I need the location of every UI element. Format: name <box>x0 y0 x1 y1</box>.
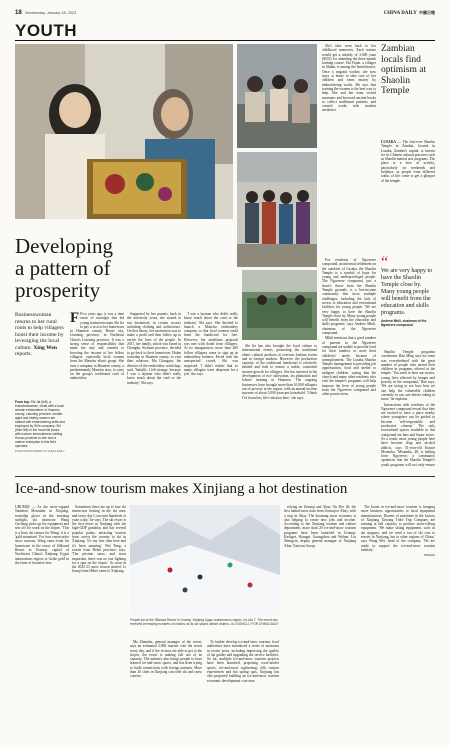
pull-quote-attribution: Andrew Mbili, chairman of the Ngwerere compound <box>381 319 427 327</box>
caption-credit: PHOTOS PROVIDED TO CHINA DAILY <box>15 449 65 453</box>
article-feature-col2 <box>127 312 181 470</box>
zambia-body3: Mbili mentions that a good number of parents in the Ngwerere compound are unable to provide food for their families or meet their children's needs because of unemployment. The Lusaka Shaolin Temple management is providing job opportunities, food and shelter to indigent children, saying that the church and many other residents who visit the temple's programs will help improve the lives of young people from the Ngwerere compound and other poorer areas. <box>322 336 376 397</box>
article-feature-col1 <box>70 312 124 470</box>
feature-col4-text: Shi's idea went back to her childhood memories. Each trainee would get a subsidy of 3,600 yuan ($535) for attending the three-month training course. Shi Yujun, a villager in Shilan, is among the beneficiaries. Once a migrant worker, she now stays at home to take care of her children and earns money by embroidering works. Shi says that training the women is the best way to help. She and her team visited museums and browsed ancient books to collect traditional patterns, and created works with modern aesthetics. <box>322 44 376 113</box>
ice-snow-headline: Ice-and-snow tourism makes Xinjiang a hot destination <box>15 481 348 497</box>
section-title: YOUTH <box>15 21 77 40</box>
ski-caption-text: People ski at the Silkroad Resort in Urumqi, Xinjiang Uygur autonomous region, on Jan 7. The resort has received increasing numbers of visitors as its ski slopes attract visitors. <box>130 618 278 626</box>
article-feature-col3 <box>184 312 238 470</box>
dropcap: F <box>70 312 80 326</box>
story-separator <box>15 476 435 477</box>
zambia-col2 <box>322 258 376 468</box>
feature-col3-text: 'I was a layman who didn't really know much about the craft or the industry,' Shi says. She decided to launch a Manchu embroidery company so that local women could learn the handicraft for free. However, her ambitious proposal was met with doubt from villagers. At its inauguration, more than 400 fellow villagers came to sign up as embroidery trainees. Faced with the unexpected crowd, Shi was surprised. 'I didn't realize that so many villagers were desperate for a job,' she says. <box>184 312 238 377</box>
feature-headline-line3: prosperity <box>15 278 101 302</box>
ice-snow-col1 <box>15 505 69 740</box>
ice-snow-col6 <box>361 505 435 740</box>
section-rule <box>15 40 435 41</box>
ice-snow-col1-text: URUMQI — As the snow-capped Nanshan Mountain in Xinjiang, township glows in the morning sunlight, ski instructor Wang Gecheng picks up his equipment and sets off for work on the slopes. 'This is a busy ski season for Wang; it is a 'gold mountain'. For four consecutive snow seasons, Wang came from his hometown in the resort of Silkroad Resort in Urumqi, capital of Northwest China's Xinjiang Uygur autonomous region, to 'strike gold' in the form of lucrative fees. <box>15 505 69 565</box>
caption-text: Shi Jia (left), a businesswoman, chats with a local woman embroiderer in Huanren county, Liaoning province; middle-aged and elderly women are trained with embroidering skills and employed by Shi's company; Shi (third left) in the local hat poses with women embroiderers visiting Hunan province to see how a mature enterprise in this field operates. <box>15 400 65 448</box>
feature-subhead <box>15 312 65 358</box>
zambia-dateline: LUSAKA <box>381 140 396 144</box>
page-header <box>15 9 435 19</box>
zambia-headline: Zambian locals find optimism at Shaolin Temple <box>381 44 427 96</box>
byline-suffix: reports. <box>15 351 32 357</box>
ski-resort-photo <box>130 505 280 615</box>
ski-photo-credit: LIU DONGLI / FOR CHINA DAILY <box>230 622 279 626</box>
zambia-pull-quote <box>381 254 435 327</box>
ice-snow-source: XINHUA <box>423 553 435 558</box>
workshop-photo <box>242 270 317 340</box>
ice-snow-col4-text: To further develop ice-and-snow tourism, local authorities have introduced a series of measures in recent years, including improving the quality of ski guides and upgrading the service facilities. So far, multiple ice-and-snow tourism projects have been launched, proposing cross-border sports, ice-and-snow sightseeing, folk custom experiences and hot spring spas. Xinjiang has also proposed building an ice-and-snow tourism economic development core area. <box>207 640 279 683</box>
byline-name: Xing Wen <box>33 344 58 351</box>
embroidery-photo-art <box>15 44 233 219</box>
feature-col2-text: Supported by her parents, back in the university years, she started to run businesses in certain sectors including clothing and architecture. On that theory, her motivation was to make a profit and then follow up to enrich the lives of the people. In 2017, her family, which was based in Chengdu, Sichuan province, decided to go back to their hometown, Hulan township in Huanren county, to visit their relatives. Ma Changxin, the director of the embroidery workshop, said, 'Initially, I felt strange, because I was a layman who didn't really know much about the craft or the industry,' Shi says. <box>127 312 181 385</box>
caption-label: From top: <box>15 400 30 404</box>
women-group-photo <box>237 152 317 267</box>
subhead-text: Businesswoman returns to her rural roots to help villagers boost their income by leveraging the local culture. <box>15 312 64 351</box>
ice-snow-col2 <box>72 505 126 740</box>
ice-snow-col4 <box>207 640 279 740</box>
feature-col5-text: Shi Jia has also brought the local culture to international events, promoting the traditional ethnic cultural products at overseas fashion events and in foreign markets. However, the production capacity of the traditional handicraft is relatively limited and fails to ensure a stable, consistent income growth for villagers. She has invested in the development of rice cultivation, tea plantation and lobster farming in Huanren. The ongoing businesses have brought more than 10,000 villagers out of poverty in the region, with an annual income increase of about 3,000 yuan per household. 'I think I've found my life's mission here,' she says. <box>242 344 317 400</box>
article-feature-col4 <box>322 44 376 254</box>
zambia-body1: — The first-ever Shaolin Temple in Zambia, located in Lusaka, Zambia's capital, is known for its Chinese cultural practices such as Shaolin martial arts programs. The place is a hive of activity, particularly on weekends and holidays, as people from different walks of life come to get a glimpse of the temple. <box>381 140 435 183</box>
paper-logo <box>384 10 435 16</box>
zambia-body4: Shaolin Temple programs coordinator Han Ming says his team was overwhelmed with the great number of people who attend their children in programs offered at the temple. 'You need to hear our stories, young lives affected by hunger and poverty in the compound,' Han says. 'We are trying to see how best we can help the vulnerable children currently in our care before taking in more,' he explains. <box>381 350 435 402</box>
women-sewing-art <box>237 44 317 148</box>
pull-quote-text: We are very happy to have the Shaolin Temple close by. Many young people will benefit from the education and skills programs. <box>381 268 433 316</box>
article-feature-col5 <box>242 344 317 469</box>
ice-snow-col6-text: The boom in ice-and-snow tourism is bringing more business opportunities to local equipment manufacturers. Dozens of machines in the factory of Xinjiang Xinxing Trike Trip Company are running at full capacity to produce snow-rolling equipment. 'We make skiing equipment, such as ski stoppers, and we send a ton of ski cars to resorts in Xinjiang, but to other regions of China,' says Wang Wei, head of the company. 'We are ready to support the ice-and-snow tourism industry.' <box>361 505 435 552</box>
ski-photo-caption <box>130 618 280 626</box>
feature-col1-text: Five years ago, it was a time sense of nostalgia that led young businesswoman Shi Jia to pay a visit to her hometown in Huanren county, Benxi city, Liaoning province, in Northeast China's Liaoning province. It was a strong sense of responsibility that made her stay and commit to boosting the income of her fellow villagers, especially local women from the Manchu ethnic group. She runs a company in Huanren county, a predominantly Manchu area, to carry on the group's traditional craft of embroidery. <box>70 312 124 381</box>
zambia-body2: For residents of Ngwerere compound, an informal settlement on the outskirts of Lusaka, the Shaolin Temple is a symbol of hope for young and underprivileged people. The Ngwerere compound, just a stone's throw from the Shaolin Temple grounds, is a low-income community that faces multiple challenges, including the lack of access to education and recreational facilities for young people. 'We are very happy to have the Shaolin Temple close by. Many young people will benefit from the education and skills programs,' says Andrew Mbili, chairman of the Ngwerere compound. <box>322 258 376 336</box>
quote-mark-icon: “ <box>381 254 389 271</box>
women-sewing-photo <box>237 44 317 148</box>
ice-snow-col2-text: Sometimes there are up to four ski instructors hosting in the ski area, and every day I can earn hundreds of yuan a day,' he says. The ski resort is the first resort in Xinjiang with the high-GDP gondolas and has several popular points, attracting tourists from across the country to ski in Xinjiang. 'It's my first time here and it's been amazing,' Wei Pang, a tourist from Hebei province, says. 'The pristine snow, and most important, there was no one fighting for a spot on the slopes.' As soon as the 2022-23 snow season started, Li Jianqi from Hebei came to Xinjiang. <box>72 505 126 574</box>
ice-snow-col3-text: Ma Zhanzhu, general manager of the resort, says an estimated 2,000 tourists visit the resort every day, and if the visitors are able to get to the slopes, the resort is making full use of its capacity. The industry also brings people to have learned ice-and-snow sports, and has been trying to build connections with foreign partners. More than 20 cities in Xinjiang can offer ski and snow courses. <box>130 640 202 679</box>
ice-snow-col5 <box>284 505 356 740</box>
ski-resort-art <box>130 505 280 615</box>
feature-headline <box>15 235 235 301</box>
zambia-col3 <box>381 350 435 467</box>
zambia-body5: Interactions with residents of the Ngwerere compound reveal that they are excited to have a place nearby where youngsters can be guided to become 'self-responsible and productive citizens.' The only recreational spaces available in this compound are bars and liquor stores. As a result, most young people here have become drug and alcohol addicts, says 51-year-old Eunice Mwamba. 'Mwamba, 48, is hailing from Ngwerere, a community optimistic that the Shaolin Temple's youth programs will not only ensure <box>381 402 435 467</box>
feature-headline-line2: a pattern of <box>15 256 111 280</box>
page-number: 18 <box>15 10 22 16</box>
zambia-col1 <box>381 140 435 245</box>
feature-headline-line1: Developing <box>15 234 113 258</box>
paper-name-cn: 中國日報 <box>419 10 435 15</box>
paper-name: CHINA DAILY <box>383 11 417 16</box>
workshop-art <box>242 270 317 340</box>
women-group-art <box>237 152 317 267</box>
embroidery-photo <box>15 44 233 219</box>
ice-snow-col5-text: relying on Urumqi and Altay. On Dec 26, the first inland snow train from Urumqi to Altay, with a stop in Altay. The booming snow economy is also helping to create new jobs and income. According to the Xinjiang tourism and culture department, more than 20 ice-and-snow tourism programs have been launched in Urumqi, Kashgar, Shangai, Guangzhou and Wuhan. Liu Shengyin, deputy general manager of Xinjiang Altay Tourism Group. <box>284 505 356 548</box>
ice-snow-col3 <box>130 640 202 740</box>
page-date: Wednesday, January 18, 2023 <box>25 11 77 15</box>
feature-photo-caption <box>15 400 65 453</box>
